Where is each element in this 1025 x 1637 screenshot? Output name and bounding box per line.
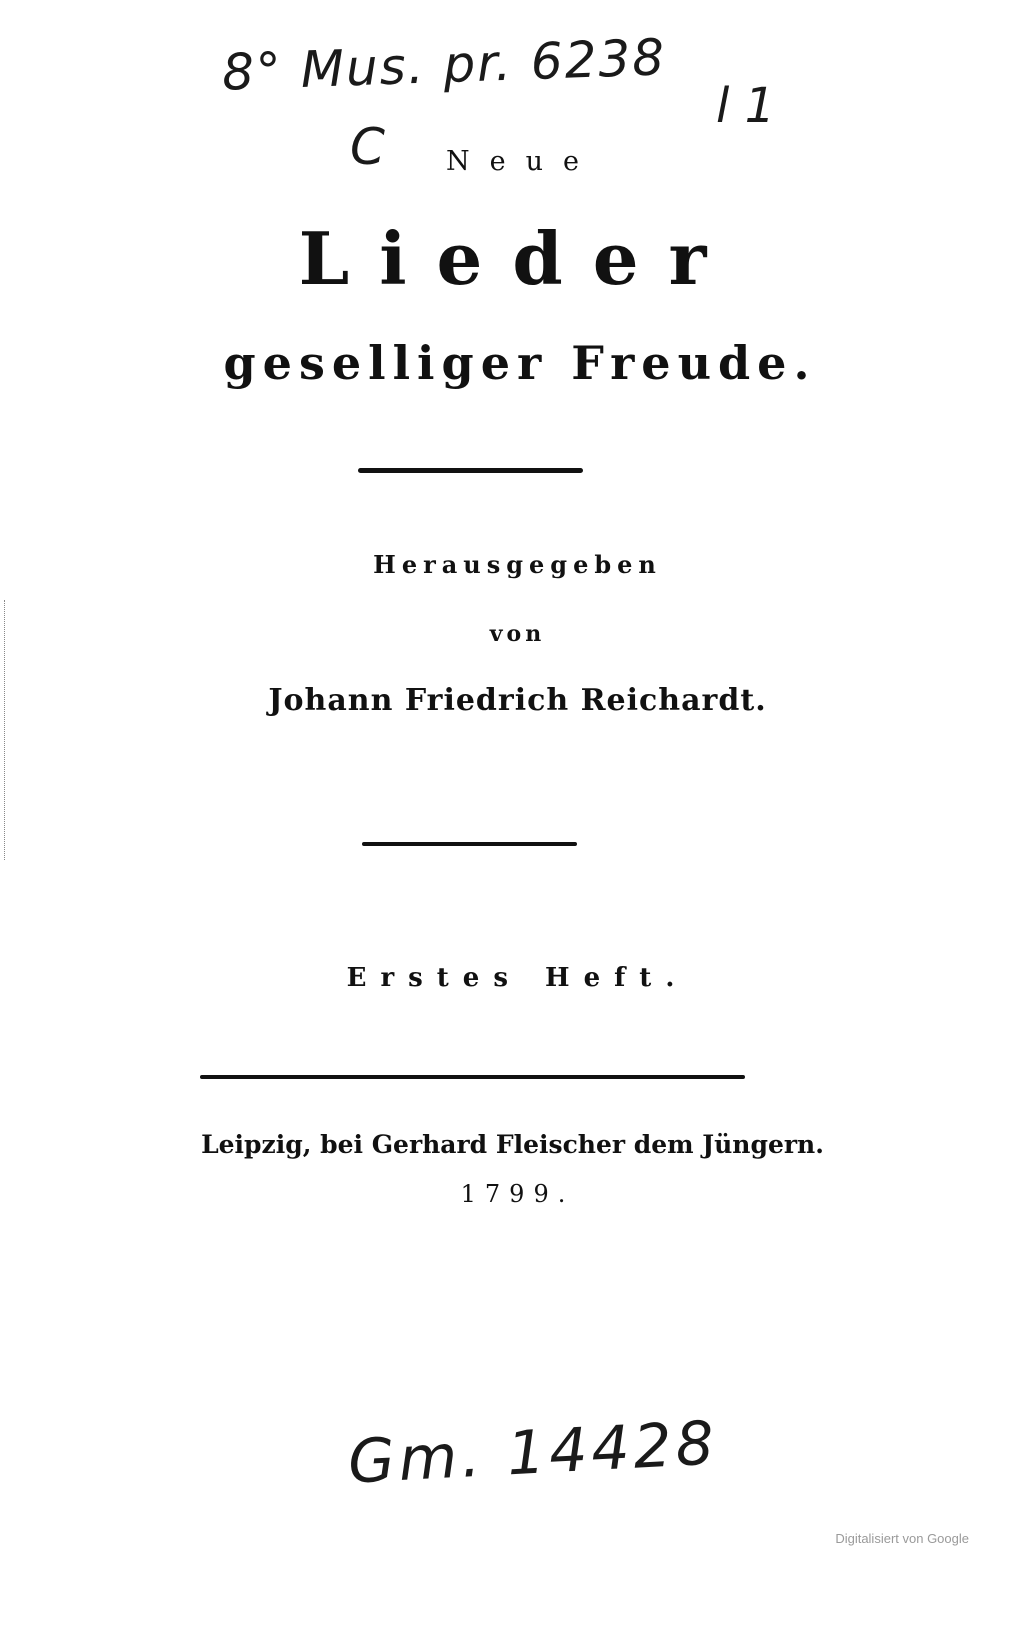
title-line-neue: Neue xyxy=(446,146,599,177)
title-line-subtitle: geselliger Freude. xyxy=(223,336,817,390)
digitization-watermark: Digitalisiert von Google xyxy=(835,1531,969,1546)
editor-von: von xyxy=(489,621,546,647)
handwritten-mark: C xyxy=(350,118,385,176)
imprint: Leipzig, bei Gerhard Fleischer dem Jüngern. xyxy=(201,1130,824,1159)
title-line-lieder: Lieder xyxy=(298,216,737,301)
divider-rule xyxy=(362,842,577,846)
author-name: Johann Friedrich Reichardt. xyxy=(268,683,767,718)
handwritten-accession-number: Gm. 14428 xyxy=(346,1408,720,1498)
handwritten-shelfmark-suffix: l 1 xyxy=(716,78,776,134)
publication-year: 1799. xyxy=(460,1180,575,1208)
divider-rule-long xyxy=(200,1075,745,1079)
volume-label: Erstes Heft. xyxy=(346,963,689,993)
handwritten-shelfmark: 8° Mus. pr. 6238 xyxy=(221,28,667,102)
divider-rule xyxy=(358,468,583,473)
editor-label: Herausgegeben xyxy=(373,550,662,579)
